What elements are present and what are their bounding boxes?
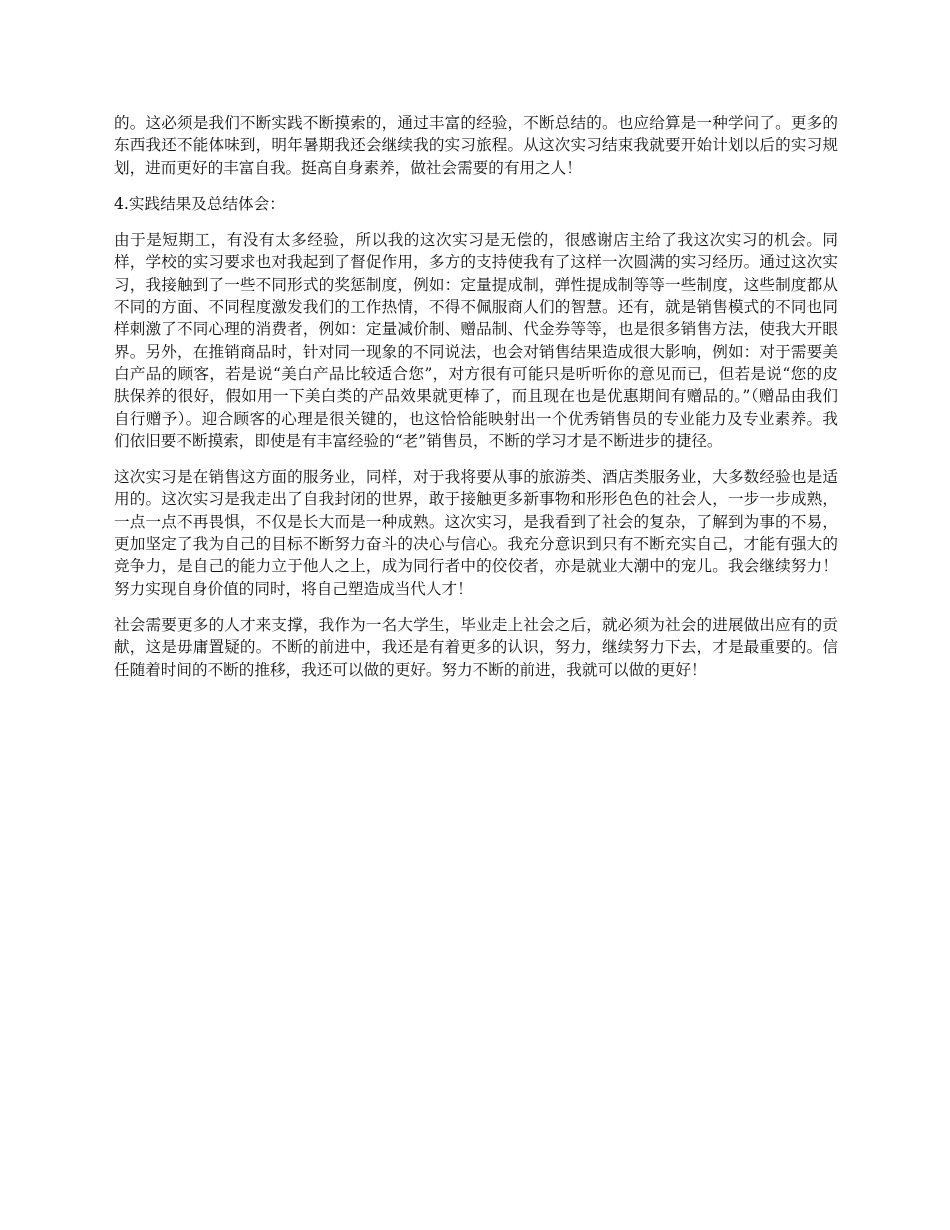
paragraph-experience: 由于是短期工，有没有太多经验，所以我的这次实习是无偿的，很感谢店主给了我这次实习的机会。同样，学校的实习要求也对我起到了督促作用，多方的支持使我有了这样一次圆满的实习经历。通过这次实习，我接触到了一些不同形式的奖惩制度，例如：定量提成制，弹性提成制等等一些制度，这些制度都从不同的方面、不同程度激发我们的工作热情，不得不佩服商人们的智慧。还有，就是销售模式的不同也同样刺激了不同心理的消费者，例如：定量减价制、赠品制、代金券等等，也是很多销售方法，使我大开眼界。另外，在推销商品时，针对同一现象的不同说法，也会对销售结果造成很大影响，例如：对于需要美白产品的顾客，若是说“美白产品比较适合您”，对方很有可能只是听听你的意见而已，但若是说“您的皮肤保养的很好，假如用一下美白类的产品效果就更棒了，而且现在也是优惠期间有赠品的。”（赠品由我们自行赠予）。迎合顾客的心理是很关键的，也这恰恰能映射出一个优秀销售员的专业能力及专业素养。我们依旧要不断摸索，即使是有丰富经验的“老”销售员，不断的学习才是不断进步的捷径。: [114, 231, 838, 450]
paragraph-growth: 这次实习是在销售这方面的服务业，同样，对于我将要从事的旅游类、酒店类服务业，大多数经验也是适用的。这次实习是我走出了自我封闭的世界，敢于接触更多新事物和形形色色的社会人，一步一步成熟，一点一点不再畏惧，不仅是长大而是一种成熟。这次实习，是我看到了社会的复杂，了解到为事的不易，更加坚定了我为自己的目标不断努力奋斗的决心与信心。我充分意识到只有不断充实自己，才能有强大的竞争力，是自己的能力立于他人之上，成为同行者中的佼佼者，亦是就业大潮中的宠儿。我会继续努力！努力实现自身价值的同时，将自己塑造成当代人才！: [114, 468, 838, 598]
section-heading: 4.实践结果及总结体会：: [114, 194, 285, 213]
document-page: [114, 112, 838, 695]
paragraph-conclusion: 社会需要更多的人才来支撑，我作为一名大学生，毕业走上社会之后，就必须为社会的进展做出应有的贡献，这是毋庸置疑的。不断的前进中，我还是有着更多的认识，努力，继续努力下去，才是最重要的。信任随着时间的不断的推移，我还可以做的更好。努力不断的前进，我就可以做的更好！: [114, 615, 838, 679]
paragraph-intro-continuation: 的。这必须是我们不断实践不断摸索的，通过丰富的经验，不断总结的。也应给算是一种学问了。更多的东西我还不能体味到，明年暑期我还会继续我的实习旅程。从这次实习结束我就要开始计划以后的实习规划，进而更好的丰富自我。挺高自身素养，做社会需要的有用之人！: [114, 114, 838, 177]
